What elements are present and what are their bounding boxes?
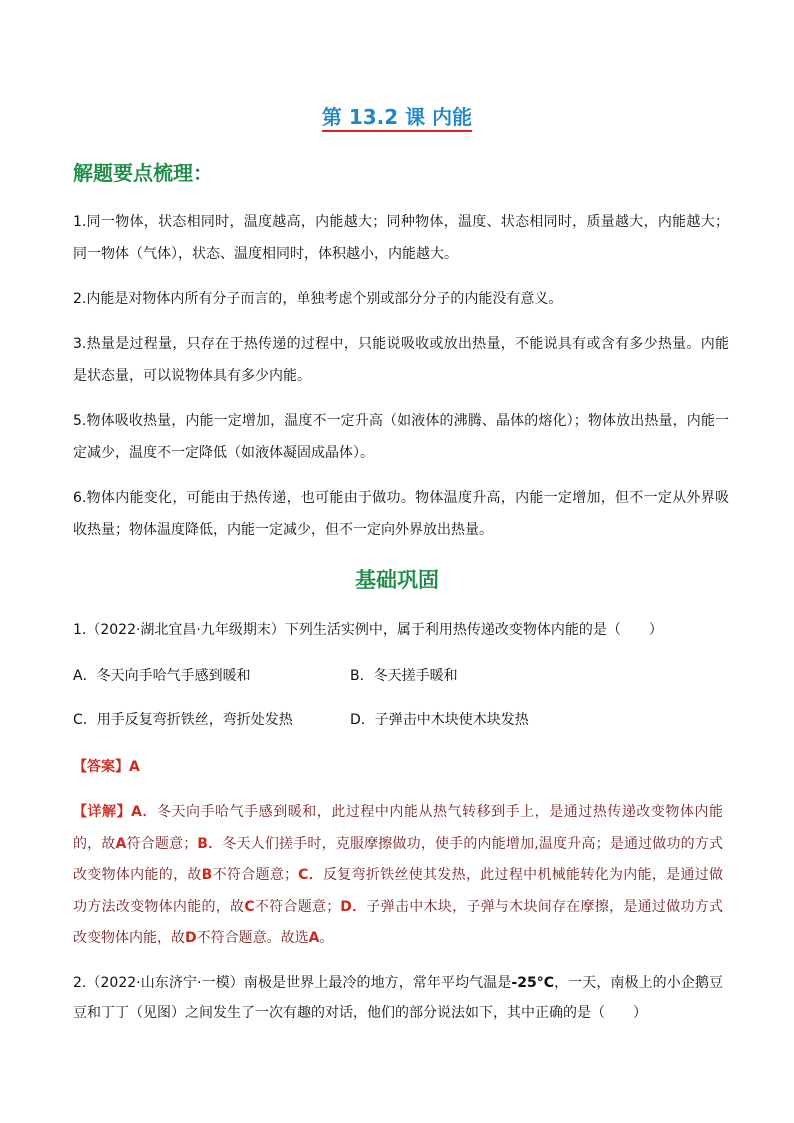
answer-label: 【答案】 [73, 759, 129, 775]
question-1-option-c: C．用手反复弯折铁丝，弯折处发热 [73, 712, 293, 728]
detail-text: 不符合题意。故选 [196, 930, 309, 946]
answer-value: A [129, 759, 140, 775]
detail-text: 子弹击中木块，子弹与木块间存在摩擦，是通过做功方式改变物体内能，故 [73, 898, 724, 946]
key-points-list [73, 206, 729, 559]
detail-text: 反复弯折铁丝使其发热，此过程中机械能转化为内能，是通过做功方法改变物体内能的，故 [73, 867, 724, 915]
detail-text: 符合题意； [126, 835, 198, 852]
page-title [0, 102, 794, 132]
key-point-item: 6.物体内能变化，可能由于热传递，也可能由于做功。物体温度升高，内能一定增加，但不一定从外界吸收热量；物体温度降低，内能一定减少，但不一定向外界放出热量。 [73, 490, 729, 538]
question-1-answer [73, 751, 140, 783]
key-point-item: 1.同一物体，状态相同时，温度越高，内能越大；同种物体，温度、状态相同时，质量越大，内能越大；同一物体（气体），状态、温度相同时，体积越小，内能越大。 [73, 214, 729, 262]
question-1-option-b: B．冬天搓手暖和 [350, 668, 458, 684]
key-point-item: 5.物体吸收热量，内能一定增加，温度不一定升高（如液体的沸腾、晶体的熔化）；物体放出热量，内能一定减少，温度不一定降低（如液体凝固成晶体）。 [73, 413, 729, 461]
key-points-heading: 解题要点梳理： [73, 161, 213, 185]
detail-highlight: C [244, 898, 255, 915]
detail-text: 。 [319, 930, 334, 946]
question-1-detail [73, 797, 723, 955]
detail-text: 不符合题意； [254, 898, 341, 915]
detail-highlight: B [201, 867, 213, 883]
detail-text: 冬天向手哈气手感到暖和，此过程中内能从热气转移到手上，是通过热传递改变物体内能的，故 [73, 804, 723, 852]
detail-highlight: D． [340, 898, 367, 915]
key-point-item: 2.内能是对物体内所有分子而言的，单独考虑个别或部分分子的内能没有意义。 [73, 291, 563, 307]
key-point-item: 3.热量是过程量，只存在于热传递的过程中，只能说吸收或放出热量，不能说具有或含有多少热量。内能是状态量，可以说物体具有多少内能。 [73, 336, 729, 384]
detail-highlight: D [185, 930, 197, 946]
detail-highlight: A [115, 835, 127, 852]
question-2-stem-text: 2.（2022·山东济宁·一模）南极是世界上最冷的地方，常年平均气温是 [73, 975, 512, 991]
question-2-stem-text: ，一天，南极上的小企鹅豆豆和丁丁（见图）之间发生了一次有趣的对话，他们的部分说法如下，其中正确的是（ ） [73, 975, 724, 1021]
question-2-stem [73, 968, 723, 1028]
question-1-stem: 1.（2022·湖北宜昌·九年级期末）下列生活实例中，属于利用热传递改变物体内能的是（ ） [73, 622, 663, 638]
detail-highlight: C． [298, 867, 323, 883]
detail-text: 冬天人们搓手时，克服摩擦做功，使手的内能增加,温度升高；是通过做功的方式改变物体内能的，故 [73, 835, 724, 883]
detail-highlight: A [308, 930, 320, 946]
question-1-option-d: D．子弹击中木块使木块发热 [350, 712, 529, 728]
temperature-value: -25°C [511, 975, 554, 991]
detail-text: 不符合题意； [212, 867, 299, 883]
page-title-text: 第 13.2 课 内能 [322, 105, 472, 132]
question-1-option-a: A．冬天向手哈气手感到暖和 [73, 668, 251, 684]
detail-highlight: 【详解】A． [73, 804, 157, 820]
detail-highlight: B． [197, 835, 223, 852]
basic-section-heading: 基础巩固 [355, 568, 439, 592]
